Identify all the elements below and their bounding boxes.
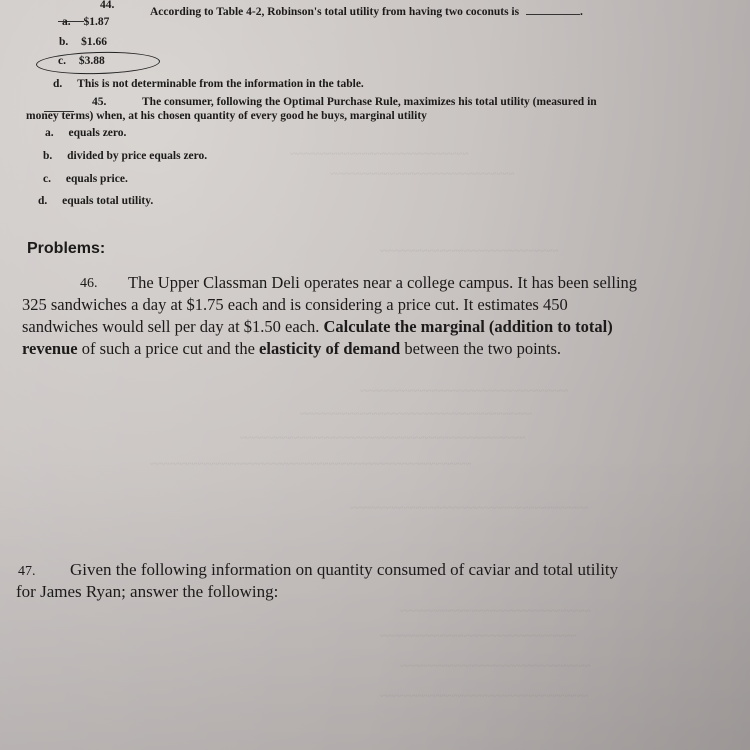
q46-number: 46. — [80, 276, 98, 291]
bleed-through-texture: ~~~~~~~~~~~~~~~~~~~~~~~~~~~~~~~~~~~~~~~~~~~~~~~~ — [240, 432, 526, 444]
q46-line4-text-end: between the two points. — [400, 339, 562, 358]
q45-option-c — [43, 173, 128, 185]
bleed-through-texture: ~~~~~~~~~~~~~~~~~~~~~~~~~~~~~~~~~ — [380, 630, 577, 642]
bleed-through-texture: ~~~~~~~~~~~~~~~~~~~~~~~~~~~~~~~~ — [400, 605, 591, 617]
option-letter: b. — [59, 36, 69, 48]
q44-question — [150, 4, 583, 18]
q46-line1: The Upper Classman Deli operates near a college campus. It has been selling — [128, 273, 638, 292]
option-letter: c. — [43, 173, 51, 185]
q45-option-a — [45, 127, 126, 139]
option-text: divided by price equals zero. — [67, 150, 208, 162]
bleed-through-texture: ~~~~~~~~~~~~~~~~~~~~~~~~~~~~~~~~~~~~~~~~~~~~~~~~~~~~~~ — [150, 458, 472, 470]
option-letter: a. — [45, 127, 54, 139]
q46-line2: 325 sandwiches a day at $1.75 each and is considering a price cut. It estimates 450 — [22, 295, 568, 314]
q46-line3 — [22, 317, 613, 337]
q47-number: 47. — [18, 564, 36, 579]
option-letter: a. — [62, 16, 71, 28]
option-letter: c. — [58, 55, 66, 67]
q46-line3-text: sandwiches would sell per day at $1.50 each. — [22, 317, 324, 336]
q44-option-c — [58, 55, 105, 67]
option-text: This is not determinable from the information in the table. — [77, 78, 364, 90]
bleed-through-texture: ~~~~~~~~~~~~~~~~~~~~~~~~~~~~~~~~~~~ — [380, 690, 589, 702]
option-text: $1.87 — [83, 16, 110, 28]
q47-line2: for James Ryan; answer the following: — [16, 582, 279, 601]
option-letter: d. — [53, 78, 63, 90]
option-text: equals total utility. — [62, 195, 154, 207]
q46-line4-text: of such a price cut and the — [77, 339, 260, 358]
q47-line1: Given the following information on quantity consumed of caviar and total utility — [70, 560, 619, 579]
bleed-through-texture: ~~~~~~~~~~~~~~~~~~~~~~~~~~~~~~ — [290, 148, 469, 160]
q46-line4 — [22, 339, 561, 359]
problems-heading: Problems: — [27, 240, 106, 257]
option-text: $3.88 — [78, 55, 105, 67]
bleed-through-texture: ~~~~~~~~~~~~~~~~~~~~~~~~~~~~~~~~ — [400, 660, 591, 672]
bleed-through-texture: ~~~~~~~~~~~~~~~~~~~~~~~~~~~~~~~~~~~ — [360, 385, 569, 397]
q45-option-b — [43, 150, 207, 162]
q44-option-b — [59, 36, 107, 48]
q44-fill-blank — [526, 4, 580, 15]
q45-number: 45. — [92, 96, 107, 108]
q46-line3-emphasis: Calculate the marginal (addition to total) — [323, 317, 613, 336]
option-text: equals zero. — [68, 127, 127, 139]
bleed-through-texture: ~~~~~~~~~~~~~~~~~~~~~~~~~~~~~~~~~~~~~~~~ — [350, 502, 589, 514]
option-text: equals price. — [65, 173, 128, 185]
q46-emphasis-elasticity: elasticity of demand — [259, 339, 401, 358]
bleed-through-texture: ~~~~~~~~~~~~~~~~~~~~~~~~~~~~~~ — [380, 245, 559, 257]
bleed-through-texture: ~~~~~~~~~~~~~~~~~~~~~~~~~~~~~~~ — [330, 168, 515, 180]
q45-line2: money terms) when, at his chosen quantity of every good he buys, marginal utility — [26, 110, 427, 122]
q46-emphasis-revenue: revenue — [22, 339, 78, 358]
q44-option-a — [62, 16, 109, 28]
q44-number: 44. — [100, 0, 115, 11]
q44-period: . — [579, 6, 583, 18]
bleed-through-texture: ~~~~~~~~~~~~~~~~~~~~~~~~~~~~~~~~~~~~~~~ — [300, 408, 533, 420]
option-letter: d. — [38, 195, 48, 207]
option-letter: b. — [43, 150, 53, 162]
q45-line1: The consumer, following the Optimal Purchase Rule, maximizes his total utility (measured in — [142, 96, 597, 108]
option-text: $1.66 — [81, 36, 108, 48]
q44-option-d — [53, 78, 364, 90]
q44-question-text: According to Table 4-2, Robinson's total utility from having two coconuts is — [150, 6, 520, 18]
q45-option-d — [38, 195, 153, 207]
